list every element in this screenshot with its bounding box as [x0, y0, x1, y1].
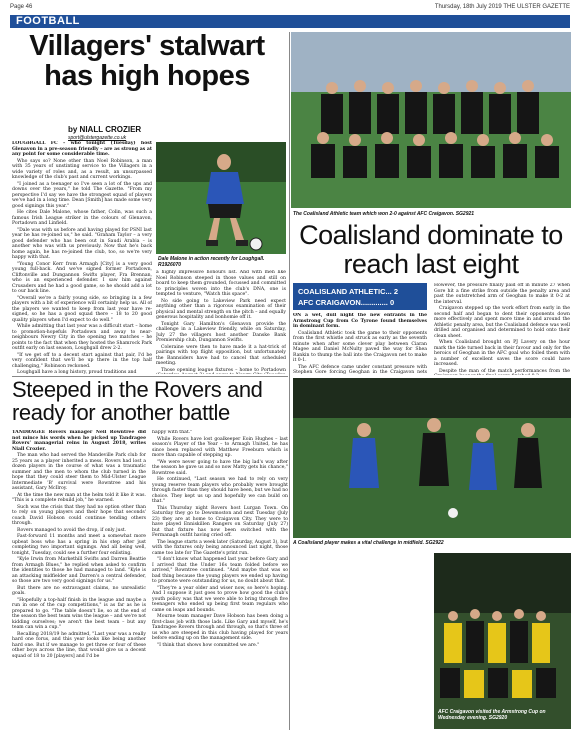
- story3-para: "I don't know what happened last year before Gary and I arrived that the Under 16s team folded before we arrived," Rowntree continued. "And maybe that was so bad thing because the young players we ended up having to promote were outstanding for us, no doubt about that.: [152, 557, 288, 584]
- craigavon-photo-caption: AFC Craigavon visited the Armstrong Cup on Wednesday evening. SG2920: [438, 709, 546, 721]
- player-illustration: [156, 142, 286, 254]
- story3-para: Such was the crisis that they had no option other than to rely on young players and their hope that seconds' coach David Hobson could continue tending others through.: [12, 504, 146, 526]
- story2-para: Coalisland Athletic took the game to their opponents from the first whistle and struck as early as the seventh minute when after some clever play between Ciaran Magee and Daniel McNulty paved the way for Shea Rankin to thump the ball into the Craigavon net to make it 0-1.: [293, 330, 427, 363]
- story3-para: Fast-forward 11 months and meet a somewhat more upbeat boss who has a spring in his step after just completing two important signings. And all being well, tonight, Tuesday, could see a further four enlisting.: [12, 534, 146, 556]
- page-number: Page 46: [10, 4, 33, 10]
- story3-column-a: [12, 430, 146, 730]
- story1-para: "Overall we're a fairly young side, so bringing in a few players with a bit of experience will certainly help us. All of the players we wanted to keep from last year have re-signed, so he has a good squad there – 18 to 20 good quality players when I'd expect to do well.": [12, 295, 152, 323]
- column-rule: [289, 32, 290, 730]
- story2-para: ON a wet, dull night the new entrants in the Armstrong Cup from Co Tyrone found themselves in dominant form.: [293, 313, 427, 329]
- story1-para: No side going to Lakeview Park need expect anything other than a rigorous examination of their physical and mental strength on the pitch – and equally generous hospitality and bonhomie off it.: [156, 298, 286, 320]
- team-photo: [291, 32, 571, 208]
- story3-column-b: [152, 430, 288, 730]
- story2-headline: Coalisland dominate to reach last eight: [299, 220, 563, 279]
- story1-para: LOUGHGALL FC – who tonight (Tuesday) host Glenavon in a pre-season friendly – are as strong as at any point for some considerable time.: [12, 141, 152, 157]
- story1-para: "Dale was with us before and having played for PSNI last year he has re-joined us," he said. "Graham Taylor – a very good defender who has been out in Saudi Arabia – is another who was with us previously. Now that he's back home again, he has re-joined the club, too, so we're very happy with that.: [12, 227, 152, 260]
- page-folio: [10, 4, 570, 14]
- craigavon-photo: [434, 553, 571, 729]
- story1-para: "Young Conor Kerr from Armagh [City] is a very good young full-back. And we've signed former Portadown, Cliftonville and Dungannon Swifts player, Fra Brennan, who is an experienced defender. I saw him against Crusaders and he had a good game, so he should add a lot to our back line.: [12, 261, 152, 294]
- story3-para: While Rovers have lost goalkeeper Eoin Hughes – last season's Player of the Year – to Armagh United, he has since been replaced with Matthew Freeburn which is more than capable of stepping up.: [152, 436, 288, 458]
- story2-column-a: [293, 313, 427, 375]
- story1-headline: Villagers' stalwart has high hopes: [29, 30, 265, 92]
- score-box: [293, 283, 427, 310]
- story1-para: Tonight Gary Hamilton's Glenavon provide the challenge in a Lakeview friendly, while on Saturday, July 27 the villagers host another Danske Bank Premiership club, Dungannon Swifts.: [156, 321, 286, 343]
- story1-para: Loughgall have a long history, proud traditions and: [17, 370, 137, 374]
- story2-para: The AFC defence came under constant pressure with Stephen Gore forcing Geoghan in the Craigavon nets: [293, 364, 427, 375]
- action-photo-caption: A Coalisland player makes a vital challenge in midfield. SG2922: [293, 540, 444, 546]
- player-photo: [156, 142, 286, 254]
- story3-para: The man who had served the Mandeville Park club for 25 years as a player inherited a mess. Rovers had lost a dozen players in the course of what was a traumatic summer and the men to whom the club turned in the hope that they could steer them to Mid-Ulster League Intermediate 'B' survival were Rowntree and his assistant, Gary McIlroy.: [12, 453, 146, 491]
- story1-para: While admitting that last year was a difficult start – home to promotion-hopefuls Portadown and away to near-neighbours Newry City in the opening two matches – he points to the fact that when they hosted the Shamrock Park outfit early on last season, Loughgall drew 2-2.: [12, 324, 152, 351]
- story2-para: However, the pressure finally paid off in minute 27 when Gore hit a fine strike from outside the penalty area and past the outstretched arm of Geoghan to make it 0-2 at the interval.: [434, 283, 570, 305]
- story1-para: Who says so? None other than Noel Robinson, a man with 35 years of unstinting service to the Villagers in a wide variety of roles and, as a result, an unsurpassed knowledge of the club's past and current workings.: [12, 158, 152, 180]
- story2-para: Despite the man of the match performances from the: [439, 368, 570, 374]
- score-home: COALISLAND ATHLETIC... 2: [298, 287, 398, 296]
- story-divider: [12, 376, 288, 377]
- action-photo-illustration: [293, 378, 571, 538]
- story3-para: "I think that shows how committed we are.": [157, 642, 260, 648]
- story1-para: a highly impressive honours list. And with men like Noel Robinson steeped in those values and still on board to keep them grounded, focussed and committed to principles woven into the club's DNA, one is tempted to venture, "Watch this space".: [156, 270, 286, 297]
- story3-para: "We were never going to have the big lad's way after the season he gave us and so now Matty gets his chance," Rowntree said.: [152, 459, 288, 476]
- story3-para: happy with that.": [152, 430, 193, 435]
- story1-para: Coleraine were then to have made it a hat-trick of pairings with top flight opposition, but unfortunately the Bannsiders have had to cancel that scheduled meeting.: [156, 344, 286, 366]
- craigavon-photo-illustration: [434, 553, 571, 729]
- story3-para: The league starts a week later (Saturday, August 3), but with the fixtures only being announced last night, those came too late for The Gazette's print run.: [152, 539, 288, 556]
- story3-para: This Thursday night Rovers host Lurgan Town. On Saturday they go to Dewsmoston and next Tuesday (July 23) they are at home to Craigavon City. They were to have played Enniskillen Rangers on Saturday (July 27) but that fixture has now been switched with the Fermanagh outfit having cried off.: [152, 505, 288, 538]
- publication-date: Thursday, 18th July 2019 THE ULSTER GAZETTE: [434, 4, 570, 10]
- story2-column-c: [293, 553, 427, 729]
- byline-email[interactable]: sport@ulstergazette.co.uk: [68, 135, 127, 141]
- section-bar: [10, 15, 570, 28]
- story1-para: Those opening league fixtures – home to Portadown: [161, 367, 286, 373]
- story2-para: When Coalisland brought on PJ Lavery on the hour mark the tide turned back in their favour and only for the heroics of Geoghan in the AFC goal who foiled them with a number of excellent saves the score could have increased.: [434, 340, 570, 367]
- action-photo: [293, 378, 571, 538]
- story3-para: "They're a year older and wiser now, so here's hoping. And I suppose it just goes to prove how good the club's youth policy was that we were able to bring through five teenagers who ended up being first team regulars who came on leaps and bounds.: [152, 585, 288, 613]
- story3-para: TANDRAGEE Rovers manager Neil Rowntree did not mince his words when he picked up Tandragee Rovers' managerial reins in August 2018, writes Niall Crozier.: [12, 430, 146, 452]
- story1-para: He cites Dale Malone, whose father, Colin, was such a famous Irish League striker in the colours of Glenavon, Portadown and Linfield.: [12, 210, 152, 226]
- story1-para: "If we get off to a decent start against that pair, I'd be very confident that we'll be up there in the top half challenging," Robinson reckoned.: [12, 352, 152, 369]
- story1-byline: [68, 125, 188, 141]
- story1-column-2: [156, 270, 286, 374]
- story3-para: He continued, "Last season we had to rely on very young reserve team players who probably were brought through faster than they should have been, but we had no choice. They kept us up and hopefully we can build on that.": [152, 477, 288, 504]
- story3-para: Rovers managed to avoid the drop, if only just.: [17, 527, 127, 533]
- byline-author: by NIALL CROZIER: [68, 125, 142, 134]
- story3-para: Mourne team manager Dave Hobson has been doing a first-class job with those lads. Like Gary and myself, he's Tandragee Rovers through and through, so that's three of us who are steeped in this club having played for years before ending up on the management side.: [152, 614, 288, 641]
- story3-headline: Steeped in the Rovers and ready for another battle: [12, 377, 263, 425]
- story1-column-1: [12, 141, 152, 374]
- story3-para: "Kyle Irwin from Markethill Swifts and Darren Beattie from Armagh Blues," he replied when asked to confirm the identities to those he had managed to land. "Kyle is an attacking midfielder and Darren's a central defender, so those are two very good signings for us.": [12, 557, 146, 584]
- player-photo-caption: Dale Malone in action recently for Loughgall. R1926070: [158, 256, 265, 268]
- team-photo-caption: The Coalisland Athletic team which won 2-0 against AFC Craigavon. SG2921: [293, 211, 475, 217]
- story3-para: But there are no extravagant claims, no unrealistic goals.: [12, 585, 146, 596]
- score-away: AFC CRAIGAVON............. 0: [298, 298, 395, 307]
- story3-para: Recalling 2018/19 he admitted, "Last year was a really hard one forus, and this year looks like being another hard one. But if we manage to get three or four of these other boys across the line, that would give us a decent squad of 18 to 20 [players] and I'd be: [12, 631, 146, 659]
- story3-para: "Hopefully a top-half finish in the league and maybe a run in one of the cup competitions," is as far as he is prepared to go. "The table doesn't lie, so at the end of the season the best team wins the league – and we're not kidding ourselves; we aren't the best team – but any team can win a cup.": [12, 597, 146, 630]
- section-label: FOOTBALL: [16, 15, 80, 27]
- story3-para: At the time the new man at the helm told it like it was. "This is a complete rebuild job," he warned.: [12, 492, 146, 503]
- story1-para: "I joined as a teenager so I've seen a lot of the ups and downs over the years," he told The Gazette. "From my perspective I'd say we have the strongest squad of players we've had in a long time. Dean [Smith] has made some very good signings this year.": [12, 181, 152, 209]
- story2-para: Craigavon stepped up the work effort from early in the second half and began to dent their opponents down more effectively and spent more time in and around the Athletic penalty area, but the Coalisland defence was well drilled and organised and determined to hold onto their clean sheet.: [434, 306, 570, 339]
- team-photo-illustration: [291, 32, 571, 208]
- story2-column-b: [434, 283, 570, 375]
